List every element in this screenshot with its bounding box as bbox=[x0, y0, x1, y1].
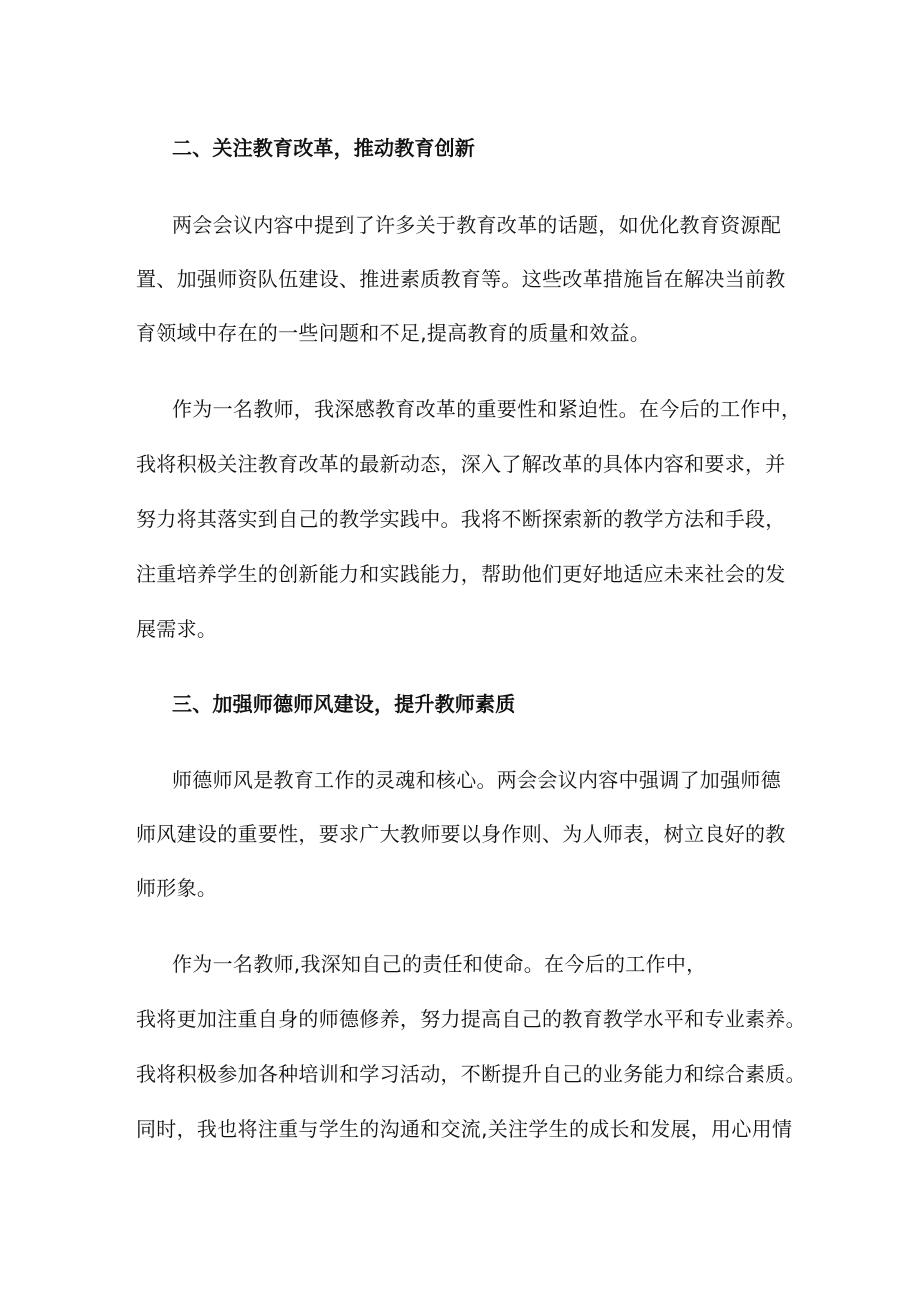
paragraph-line: 两会会议内容中提到了许多关于教育改革的话题，如优化教育资源配 bbox=[172, 213, 781, 237]
paragraph-line: 育领域中存在的一些问题和不足,提高教育的质量和效益。 bbox=[136, 321, 651, 345]
paragraph-line: 努力将其落实到自己的教学实践中。我将不断探索新的教学方法和手段， bbox=[136, 507, 786, 531]
paragraph-line: 作为一名教师，我深感教育改革的重要性和紧迫性。在今后的工作中， bbox=[172, 397, 802, 421]
paragraph-line: 作为一名教师,我深知自己的责任和使命。在今后的工作中， bbox=[172, 952, 707, 976]
paragraph-line: 同时，我也将注重与学生的沟通和交流,关注学生的成长和发展，用心用情 bbox=[136, 1117, 793, 1141]
paragraph-line: 师德师风是教育工作的灵魂和核心。两会会议内容中强调了加强师德 bbox=[172, 768, 781, 792]
paragraph-line: 我将积极关注教育改革的最新动态，深入了解改革的具体内容和要求，并 bbox=[136, 452, 786, 476]
paragraph-line: 师风建设的重要性，要求广大教师要以身作则、为人师表，树立良好的教 bbox=[136, 822, 786, 846]
paragraph-line: 师形象。 bbox=[136, 876, 218, 900]
paragraph-line: 注重培养学生的创新能力和实践能力，帮助他们更好地适应未来社会的发 bbox=[136, 562, 786, 586]
paragraph-line: 展需求。 bbox=[136, 617, 218, 641]
section-heading-3: 三、加强师德师风建设，提升教师素质 bbox=[172, 692, 516, 716]
section-heading-2: 二、关注教育改革，推动教育创新 bbox=[172, 136, 475, 160]
paragraph-line: 置、加强师资队伍建设、推进素质教育等。这些改革措施旨在解决当前教 bbox=[136, 267, 786, 291]
paragraph-line: 我将积极参加各种培训和学习活动，不断提升自己的业务能力和综合素质。 bbox=[136, 1062, 806, 1086]
paragraph-line: 我将更加注重自身的师德修养，努力提高自己的教育教学水平和专业素养。 bbox=[136, 1007, 806, 1031]
